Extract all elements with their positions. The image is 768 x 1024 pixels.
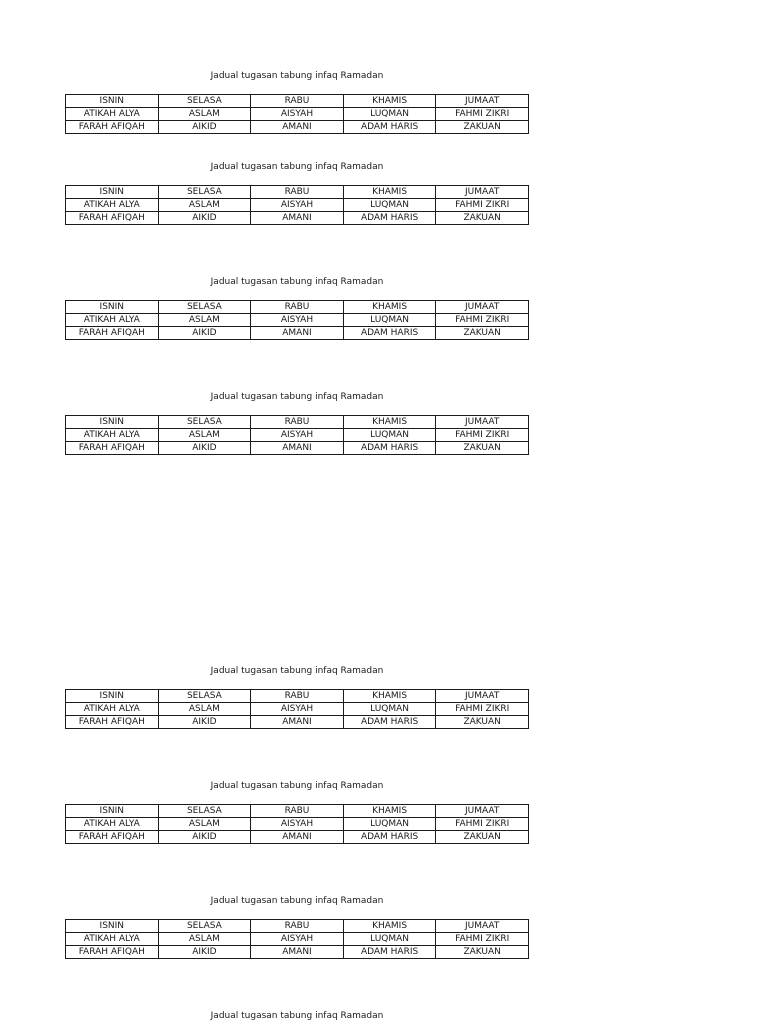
header-row: [66, 805, 529, 818]
table-cell: AIKID: [158, 946, 251, 959]
header-cell-khamis: KHAMIS: [343, 186, 436, 199]
header-cell-jumaat: JUMAAT: [436, 301, 529, 314]
header-cell-jumaat: JUMAAT: [436, 95, 529, 108]
table-cell: ZAKUAN: [436, 716, 529, 729]
table-row: [66, 121, 529, 134]
schedule-table: [65, 415, 529, 455]
header-cell-khamis: KHAMIS: [343, 301, 436, 314]
table-cell: FARAH AFIQAH: [66, 716, 159, 729]
table-cell: FARAH AFIQAH: [66, 327, 159, 340]
table-cell: AIKID: [158, 442, 251, 455]
table-cell: ADAM HARIS: [343, 327, 436, 340]
header-cell-jumaat: JUMAAT: [436, 416, 529, 429]
table-cell: AISYAH: [251, 314, 344, 327]
header-row: [66, 920, 529, 933]
schedule-table: [65, 919, 529, 959]
table-cell: FAHMI ZIKRI: [436, 818, 529, 831]
header-cell-isnin: ISNIN: [66, 416, 159, 429]
header-cell-selasa: SELASA: [158, 690, 251, 703]
header-cell-rabu: RABU: [251, 416, 344, 429]
schedule-title: Jadual tugasan tabung infaq Ramadan: [210, 277, 384, 287]
table-cell: AMANI: [251, 831, 344, 844]
table-cell: FAHMI ZIKRI: [436, 933, 529, 946]
header-row: [66, 416, 529, 429]
table-row: [66, 933, 529, 946]
header-cell-isnin: ISNIN: [66, 690, 159, 703]
table-cell: ADAM HARIS: [343, 121, 436, 134]
table-cell: FARAH AFIQAH: [66, 121, 159, 134]
header-cell-khamis: KHAMIS: [343, 416, 436, 429]
table-cell: ZAKUAN: [436, 212, 529, 225]
header-cell-rabu: RABU: [251, 805, 344, 818]
table-cell: ATIKAH ALYA: [66, 108, 159, 121]
header-cell-rabu: RABU: [251, 920, 344, 933]
schedule-title: Jadual tugasan tabung infaq Ramadan: [210, 1011, 384, 1021]
table-cell: LUQMAN: [343, 199, 436, 212]
table-row: [66, 831, 529, 844]
schedule-title: Jadual tugasan tabung infaq Ramadan: [210, 71, 384, 81]
table-row: [66, 199, 529, 212]
header-cell-selasa: SELASA: [158, 416, 251, 429]
schedule-table: [65, 185, 529, 225]
table-cell: AISYAH: [251, 933, 344, 946]
header-cell-khamis: KHAMIS: [343, 805, 436, 818]
schedule-title: Jadual tugasan tabung infaq Ramadan: [210, 162, 384, 172]
table-cell: ZAKUAN: [436, 946, 529, 959]
table-cell: AMANI: [251, 946, 344, 959]
table-cell: FARAH AFIQAH: [66, 442, 159, 455]
header-cell-isnin: ISNIN: [66, 301, 159, 314]
table-cell: ADAM HARIS: [343, 212, 436, 225]
table-cell: AISYAH: [251, 429, 344, 442]
header-cell-rabu: RABU: [251, 95, 344, 108]
table-cell: AISYAH: [251, 703, 344, 716]
table-cell: ZAKUAN: [436, 121, 529, 134]
table-row: [66, 429, 529, 442]
schedule-title: Jadual tugasan tabung infaq Ramadan: [210, 896, 384, 906]
table-cell: LUQMAN: [343, 818, 436, 831]
table-cell: LUQMAN: [343, 703, 436, 716]
table-row: [66, 442, 529, 455]
schedule-table: [65, 94, 529, 134]
header-cell-jumaat: JUMAAT: [436, 920, 529, 933]
table-cell: AIKID: [158, 121, 251, 134]
table-cell: AISYAH: [251, 199, 344, 212]
table-cell: AMANI: [251, 121, 344, 134]
table-cell: AIKID: [158, 716, 251, 729]
table-row: [66, 703, 529, 716]
header-cell-isnin: ISNIN: [66, 95, 159, 108]
table-cell: FAHMI ZIKRI: [436, 429, 529, 442]
table-row: [66, 327, 529, 340]
table-cell: ATIKAH ALYA: [66, 314, 159, 327]
header-cell-selasa: SELASA: [158, 186, 251, 199]
table-cell: ADAM HARIS: [343, 442, 436, 455]
header-cell-khamis: KHAMIS: [343, 920, 436, 933]
table-cell: ADAM HARIS: [343, 831, 436, 844]
table-cell: AMANI: [251, 716, 344, 729]
header-cell-rabu: RABU: [251, 690, 344, 703]
table-cell: AMANI: [251, 212, 344, 225]
table-row: [66, 314, 529, 327]
table-cell: ADAM HARIS: [343, 716, 436, 729]
table-cell: FAHMI ZIKRI: [436, 108, 529, 121]
table-cell: ATIKAH ALYA: [66, 199, 159, 212]
header-cell-isnin: ISNIN: [66, 805, 159, 818]
table-cell: AISYAH: [251, 108, 344, 121]
table-cell: LUQMAN: [343, 429, 436, 442]
schedule-title: Jadual tugasan tabung infaq Ramadan: [210, 392, 384, 402]
table-cell: AISYAH: [251, 818, 344, 831]
header-row: [66, 95, 529, 108]
header-cell-selasa: SELASA: [158, 805, 251, 818]
header-row: [66, 186, 529, 199]
header-cell-isnin: ISNIN: [66, 920, 159, 933]
table-cell: AIKID: [158, 831, 251, 844]
header-cell-selasa: SELASA: [158, 920, 251, 933]
header-cell-jumaat: JUMAAT: [436, 690, 529, 703]
header-cell-selasa: SELASA: [158, 95, 251, 108]
table-cell: LUQMAN: [343, 314, 436, 327]
schedule-table: [65, 804, 529, 844]
table-cell: ZAKUAN: [436, 442, 529, 455]
table-cell: ASLAM: [158, 108, 251, 121]
header-row: [66, 690, 529, 703]
table-cell: AMANI: [251, 327, 344, 340]
table-cell: LUQMAN: [343, 108, 436, 121]
table-cell: ATIKAH ALYA: [66, 703, 159, 716]
header-cell-selasa: SELASA: [158, 301, 251, 314]
header-cell-isnin: ISNIN: [66, 186, 159, 199]
table-cell: FARAH AFIQAH: [66, 831, 159, 844]
table-cell: LUQMAN: [343, 933, 436, 946]
header-row: [66, 301, 529, 314]
table-cell: FAHMI ZIKRI: [436, 314, 529, 327]
table-cell: ADAM HARIS: [343, 946, 436, 959]
table-cell: ZAKUAN: [436, 327, 529, 340]
table-cell: ASLAM: [158, 703, 251, 716]
header-cell-rabu: RABU: [251, 186, 344, 199]
table-cell: FAHMI ZIKRI: [436, 199, 529, 212]
schedule-table: [65, 300, 529, 340]
table-cell: ATIKAH ALYA: [66, 429, 159, 442]
header-cell-khamis: KHAMIS: [343, 95, 436, 108]
table-cell: FARAH AFIQAH: [66, 212, 159, 225]
table-row: [66, 108, 529, 121]
table-cell: ASLAM: [158, 429, 251, 442]
schedule-title: Jadual tugasan tabung infaq Ramadan: [210, 666, 384, 676]
header-cell-jumaat: JUMAAT: [436, 186, 529, 199]
schedule-table: [65, 689, 529, 729]
table-cell: AIKID: [158, 212, 251, 225]
header-cell-jumaat: JUMAAT: [436, 805, 529, 818]
schedule-title: Jadual tugasan tabung infaq Ramadan: [210, 781, 384, 791]
table-row: [66, 716, 529, 729]
header-cell-khamis: KHAMIS: [343, 690, 436, 703]
table-cell: ASLAM: [158, 199, 251, 212]
table-row: [66, 818, 529, 831]
table-cell: FARAH AFIQAH: [66, 946, 159, 959]
table-cell: ASLAM: [158, 818, 251, 831]
table-cell: AIKID: [158, 327, 251, 340]
table-cell: FAHMI ZIKRI: [436, 703, 529, 716]
table-cell: ATIKAH ALYA: [66, 933, 159, 946]
table-cell: ASLAM: [158, 314, 251, 327]
table-row: [66, 212, 529, 225]
table-cell: ATIKAH ALYA: [66, 818, 159, 831]
table-cell: ZAKUAN: [436, 831, 529, 844]
table-cell: AMANI: [251, 442, 344, 455]
table-row: [66, 946, 529, 959]
table-cell: ASLAM: [158, 933, 251, 946]
header-cell-rabu: RABU: [251, 301, 344, 314]
